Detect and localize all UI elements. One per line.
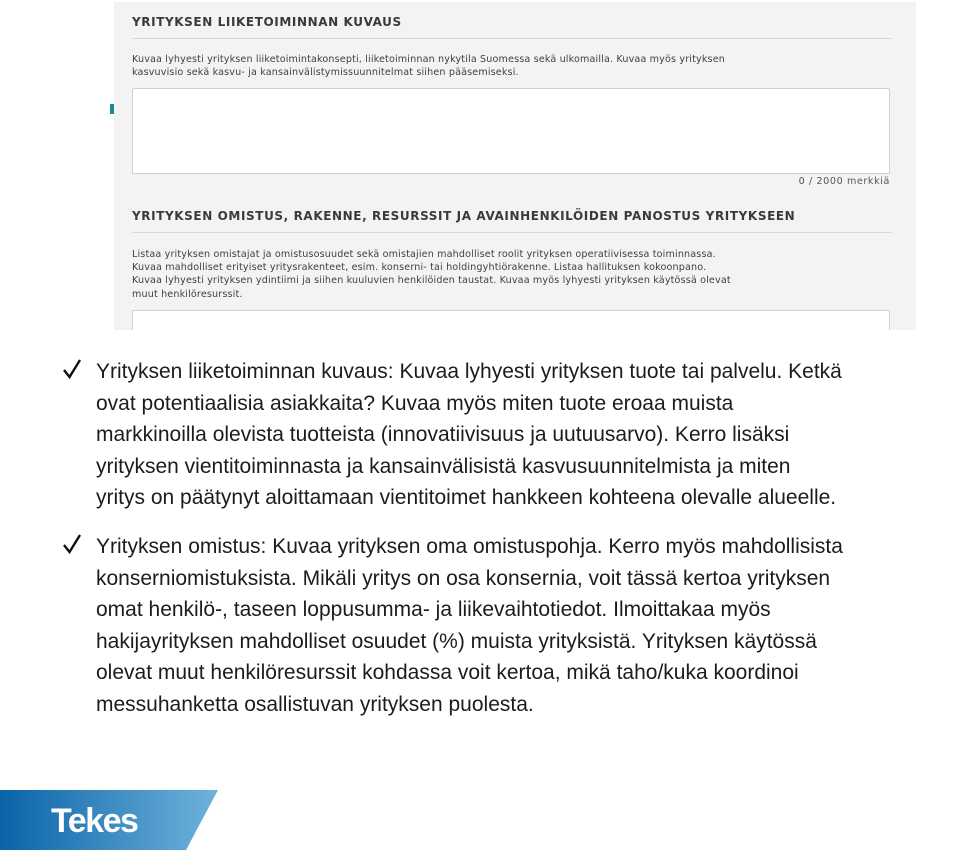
bullet-line: messuhanketta osallistuvan yrityksen puolesta. xyxy=(96,692,534,716)
bullet-line: Yrityksen liiketoiminnan kuvaus: Kuvaa lyhyesti yrityksen tuote tai palvelu. Ketkä xyxy=(96,360,842,383)
description-line: Listaa yrityksen omistajat ja omistusosuudet sekä omistajien mahdolliset roolit yrityksen operatiivisessa toiminnassa. xyxy=(132,249,716,260)
bullet-line: markkinoilla olevista tuotteista (innovatiivisuus ja uutuusarvo). Kerro lisäksi xyxy=(96,423,790,447)
checkmark-icon xyxy=(62,533,82,555)
bullet-line: Yrityksen omistus: Kuvaa yrityksen oma omistuspohja. Kerro myös mahdollisista xyxy=(96,534,843,558)
bullet-line: hakijayrityksen mahdolliset osuudet (%) muista yrityksistä. Yrityksen käytössä xyxy=(96,629,817,653)
section-description-ownership xyxy=(132,248,892,301)
form-screenshot xyxy=(114,2,916,330)
bullet-line: omat henkilö-, taseen loppusumma- ja liikevaihtotiedot. Ilmoittakaa myös xyxy=(96,598,771,622)
bullet-line: ovat potentiaalisia asiakkaita? Kuvaa myös miten tuote eroaa muista xyxy=(96,391,734,415)
section-heading-business-description: YRITYKSEN LIIKETOIMINNAN KUVAUS xyxy=(132,15,402,29)
business-description-textarea[interactable] xyxy=(132,88,890,174)
bullet-item-ownership xyxy=(62,531,952,721)
ownership-textarea[interactable] xyxy=(132,310,890,330)
divider xyxy=(132,232,892,233)
bullet-line: yritys on päätynyt aloittamaan vientitoimet hankkeen kohteena olevalle alueelle. xyxy=(96,486,837,510)
section-heading-ownership: YRITYKSEN OMISTUS, RAKENNE, RESURSSIT JA AVAINHENKILÖIDEN PANOSTUS YRITYKSEEN xyxy=(132,209,796,223)
checkmark-icon xyxy=(62,358,82,380)
bullet-line: yrityksen vientitoiminnasta ja kansainvälisistä kasvusuunnitelmista ja miten xyxy=(96,454,791,478)
description-line: kasvuvisio sekä kasvu- ja kansainvälistymissuunnitelmat siihen pääsemiseksi. xyxy=(132,67,519,79)
description-line: Kuvaa mahdolliset erityiset yritysrakenteet, esim. konserni- tai holdingyhtiörakenne. Listaa hallituksen kokoonpano. xyxy=(132,262,707,274)
char-counter: 0 / 2000 merkkiä xyxy=(798,176,890,187)
tekes-logo xyxy=(0,790,218,850)
logo-text: Tekes xyxy=(51,802,138,840)
description-line: muut henkilöresurssit. xyxy=(132,288,243,300)
divider xyxy=(132,38,892,39)
bullet-item-business-description xyxy=(62,356,952,514)
description-line: Kuvaa lyhyesti yrityksen ydintiimi ja siihen kuuluvien henkilöiden taustat. Kuvaa myös lyhyesti yrityksen käytössä olevat xyxy=(132,275,731,287)
section-description-business xyxy=(132,53,892,79)
bullet-list xyxy=(62,356,952,721)
bullet-line: konserniomistuksista. Mikäli yritys on osa konsernia, voit tässä kertoa yrityksen xyxy=(96,566,831,590)
description-line: Kuvaa lyhyesti yrityksen liiketoimintakonsepti, liiketoiminnan nykytila Suomessa sekä ulkomailla. Kuvaa myös yrityksen xyxy=(132,54,725,65)
bullet-text xyxy=(96,356,952,514)
bullet-text xyxy=(96,531,952,721)
bullet-line: olevat muut henkilöresurssit kohdassa voit kertoa, mikä taho/kuka koordinoi xyxy=(96,661,799,685)
